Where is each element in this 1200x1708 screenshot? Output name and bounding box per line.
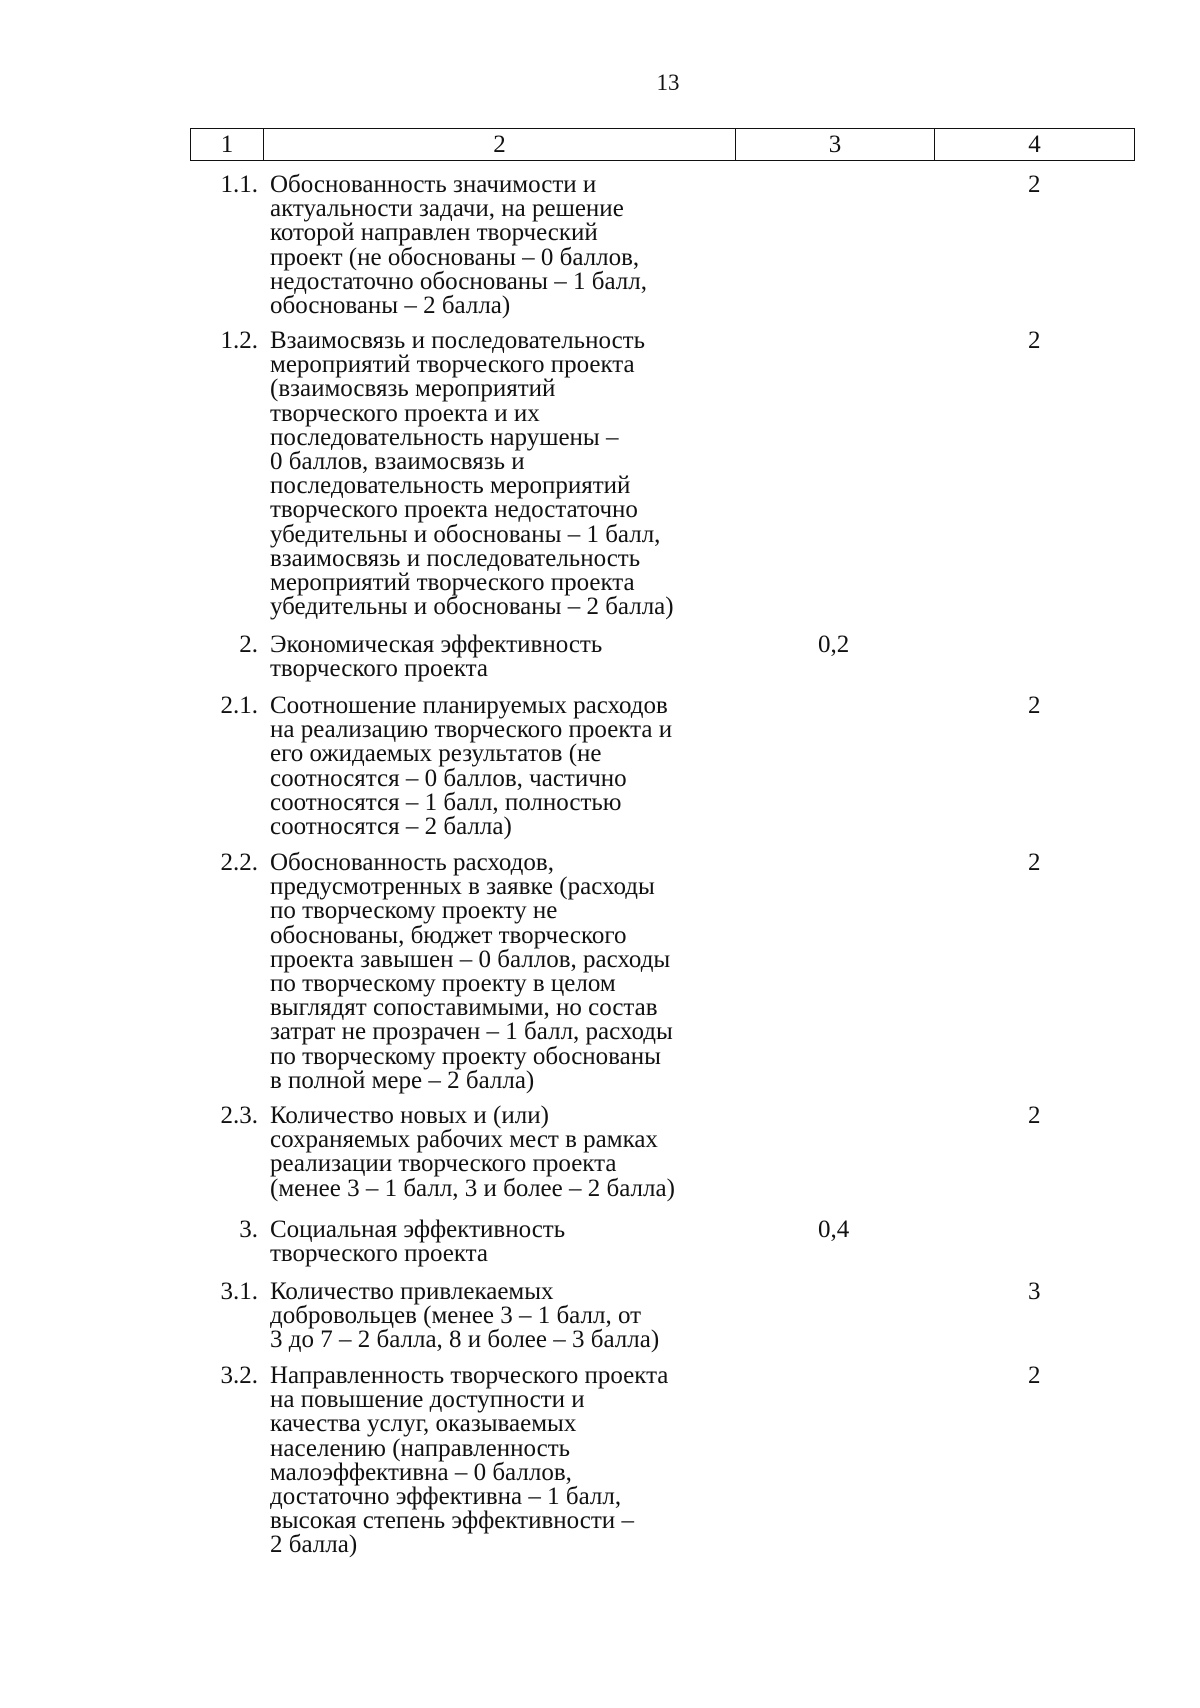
row-criterion: Направленность творческого проекта на повышение доступности и качества услуг, оказываемых населению (направленность малоэффективна – 0 баллов, достаточно эффективна – 1 балл, высокая степень эффективности – 2 балла) (270, 1362, 669, 1559)
table-header-col-3: 3 (736, 129, 935, 160)
row-score: 2 (1028, 1362, 1041, 1389)
row-criterion: Обоснованность расходов, предусмотренных в заявке (расходы по творческому проекту не обоснованы, бюджет творческого проекта завышен – 0 баллов, расходы по творческому проекту в целом выглядят сопоставимыми, но состав затрат не прозрачен – 1 балл, расходы по творческому проекту обоснованы в полной мере – 2 балла) (270, 849, 673, 1094)
row-score: 2 (1028, 1102, 1041, 1129)
table-header-col-2: 2 (264, 129, 736, 160)
row-weight: 0,4 (818, 1216, 850, 1243)
row-criterion: Соотношение планируемых расходов на реализацию творческого проекта и его ожидаемых результатов (не соотносятся – 0 баллов, частично соотносятся – 1 балл, полностью соотносятся – 2 балла) (270, 692, 673, 841)
row-criterion: Обоснованность значимости и актуальности задачи, на решение которой направлен творческий проект (не обоснованы – 0 баллов, недостаточно обоснованы – 1 балл, обоснованы – 2 балла) (270, 171, 647, 320)
page-number: 13 (656, 70, 680, 95)
table-header-col-4: 4 (1028, 130, 1041, 158)
row-number: 2.3. (220, 1102, 258, 1129)
row-number: 3. (239, 1216, 258, 1243)
row-criterion: Взаимосвязь и последовательность мероприятий творческого проекта (взаимосвязь мероприятий творческого проекта и их последовательность нарушены – 0 баллов, взаимосвязь и последовательность мероприятий творческого проекта недостаточно убедительны и обоснованы – 1 балл, взаимосвязь и последовательность мероприятий творческого проекта убедительны и обоснованы – 2 балла) (270, 327, 674, 621)
table-header-col-1: 1 (191, 129, 264, 160)
row-number: 1.1. (220, 171, 258, 198)
row-score: 2 (1028, 171, 1041, 198)
row-score: 3 (1028, 1278, 1041, 1305)
row-number: 2.2. (220, 849, 258, 876)
row-number: 2. (239, 631, 258, 658)
table-header-row (190, 128, 1135, 161)
row-number: 3.1. (220, 1278, 258, 1305)
row-number: 3.2. (220, 1362, 258, 1389)
row-score: 2 (1028, 327, 1041, 354)
row-criterion: Количество новых и (или) сохраняемых рабочих мест в рамках реализации творческого проекта (менее 3 – 1 балл, 3 и более – 2 балла) (270, 1102, 675, 1202)
row-number: 2.1. (220, 692, 258, 719)
row-number: 1.2. (220, 327, 258, 354)
row-criterion: Социальная эффективность творческого проекта (270, 1216, 566, 1268)
row-weight: 0,2 (818, 631, 850, 658)
row-score: 2 (1028, 849, 1041, 876)
row-score: 2 (1028, 692, 1041, 719)
row-criterion: Экономическая эффективность творческого проекта (270, 631, 603, 683)
row-criterion: Количество привлекаемых добровольцев (менее 3 – 1 балл, от 3 до 7 – 2 балла, 8 и более – 3 балла) (270, 1278, 660, 1354)
